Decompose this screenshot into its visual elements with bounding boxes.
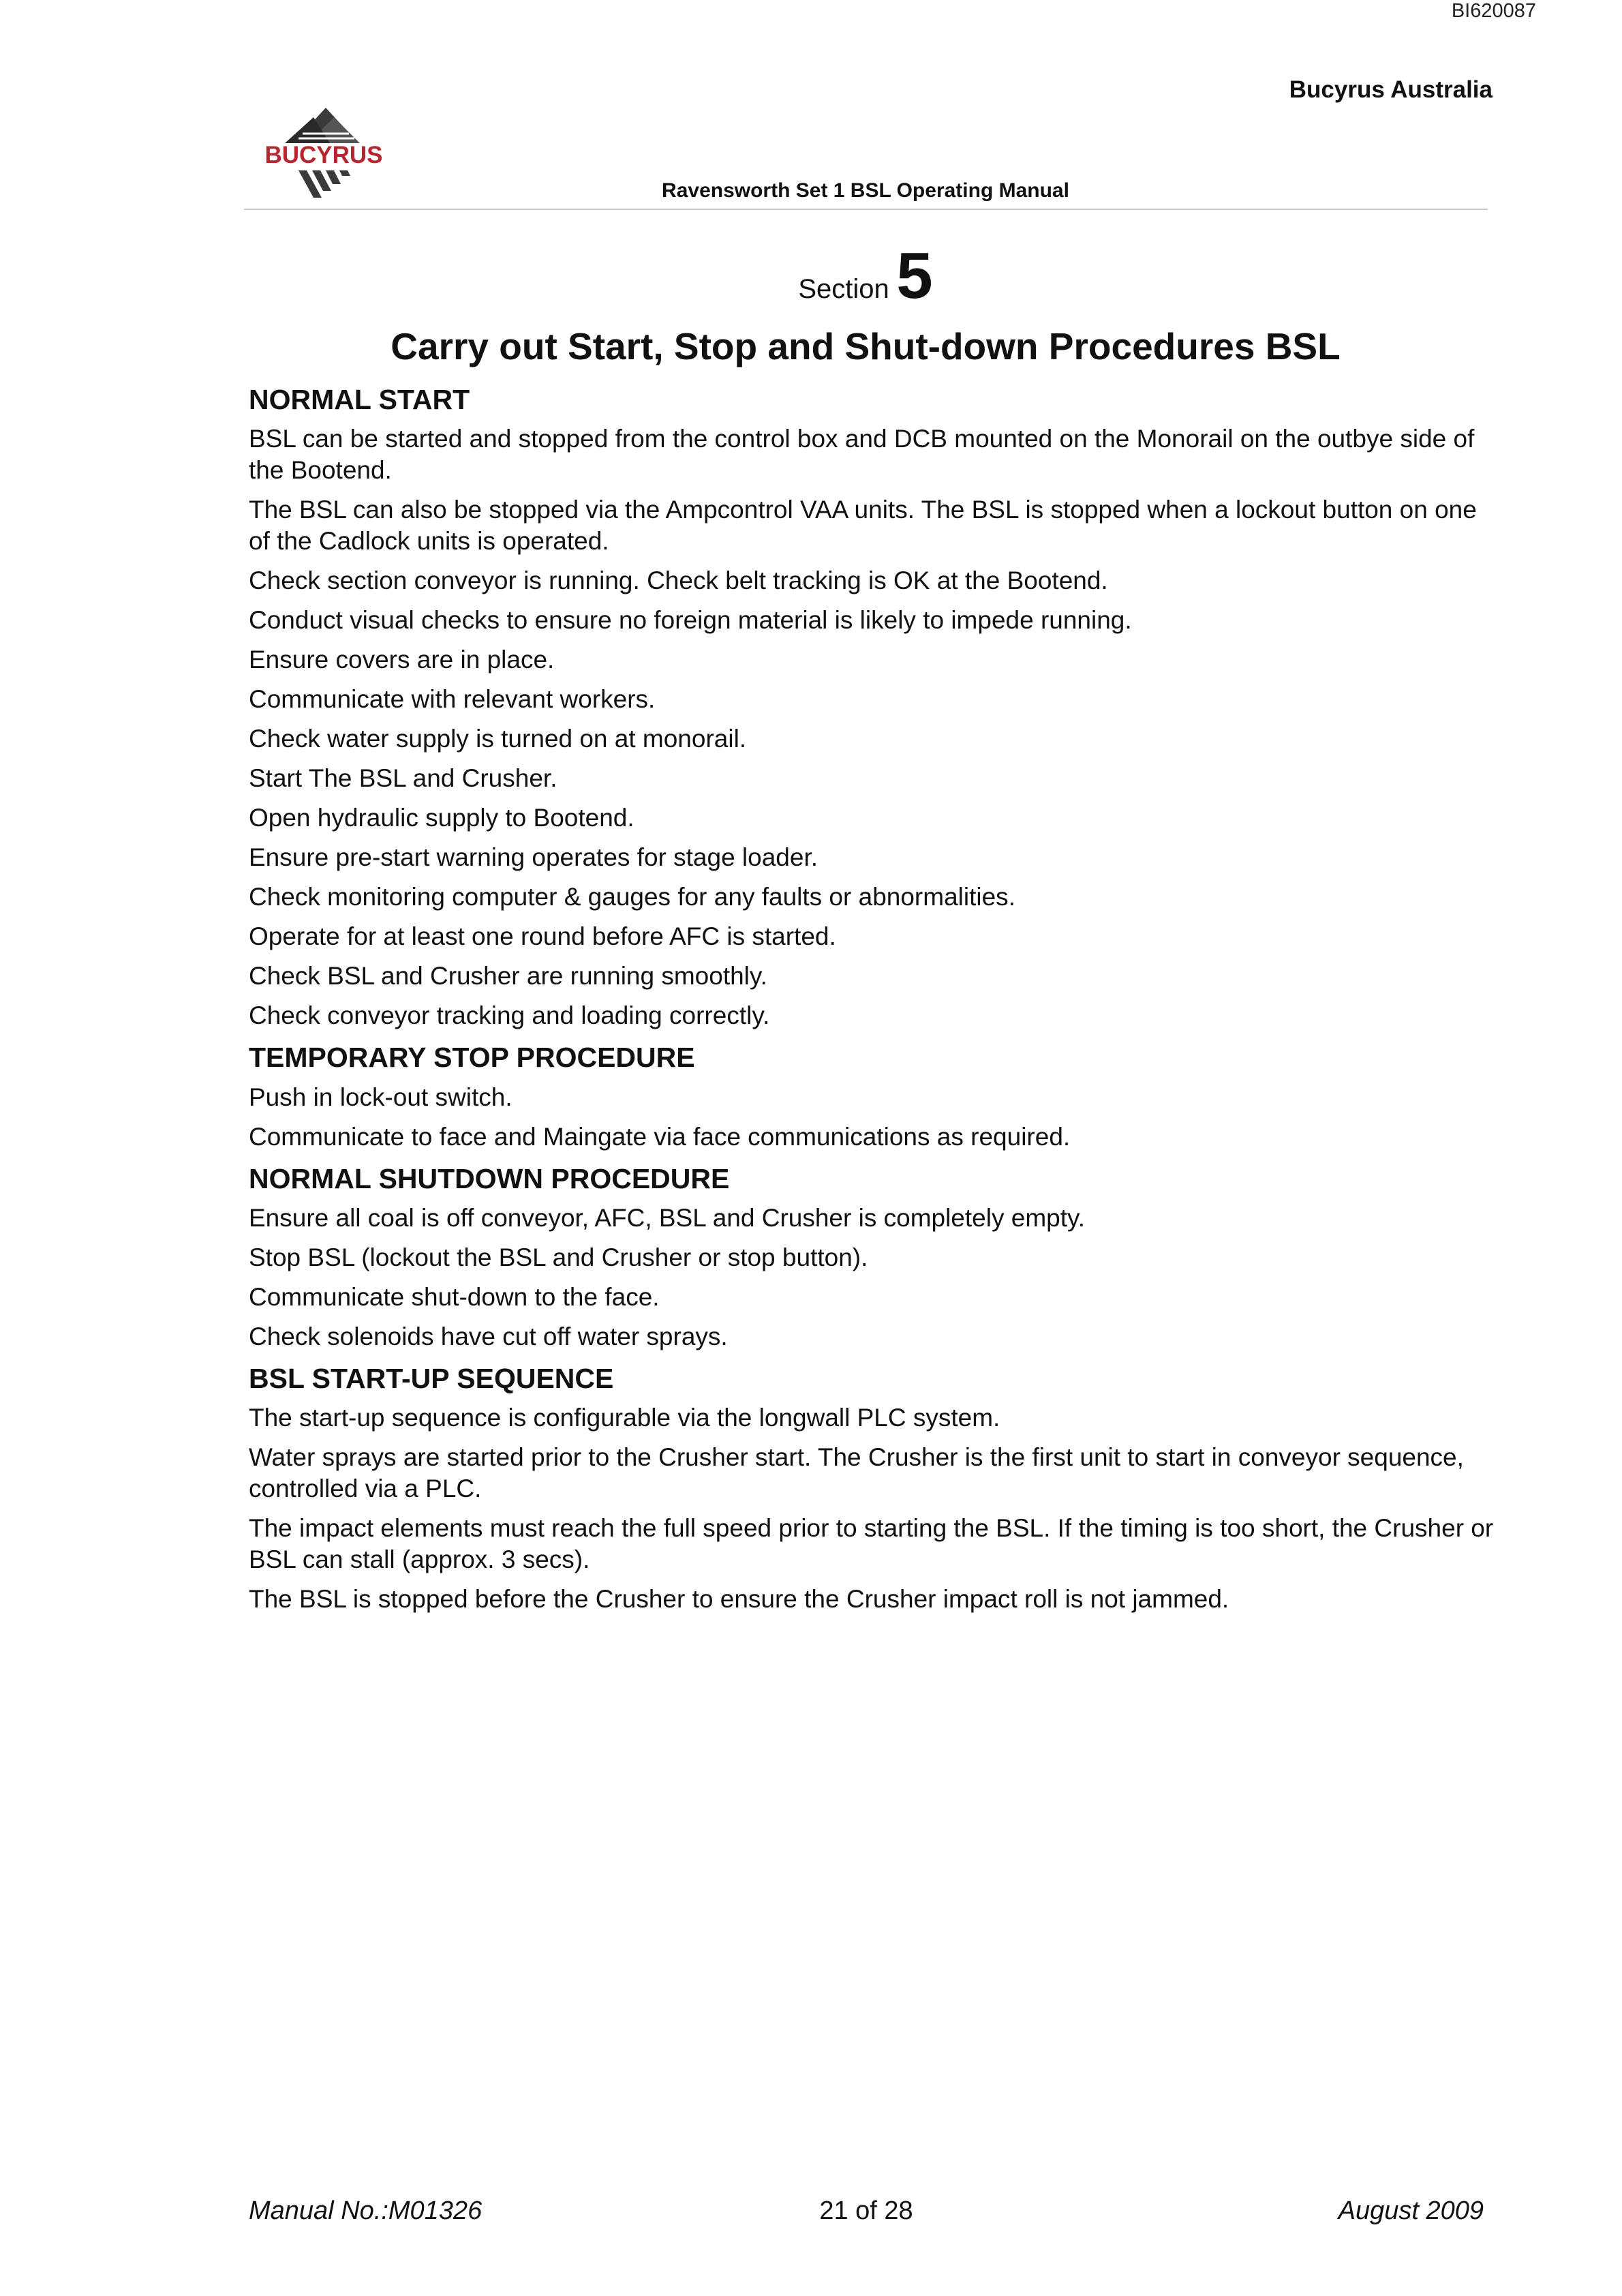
paragraph: Water sprays are started prior to the Crusher start. The Crusher is the first unit to start in conveyor sequence, controlled via a PLC. [249,1443,1464,1503]
paragraph: Stop BSL (lockout the BSL and Crusher or stop button). [249,1243,868,1271]
section-heading: TEMPORARY STOP PROCEDURE [249,1042,695,1074]
paragraph: Ensure pre-start warning operates for stage loader. [249,843,818,872]
paragraph: The BSL can also be stopped via the Ampcontrol VAA units. The BSL is stopped when a lockout button on one of the Cadlock units is operated. [249,496,1477,556]
section-heading: NORMAL SHUTDOWN PROCEDURE [249,1162,730,1194]
paragraph: Conduct visual checks to ensure no foreign material is likely to impede running. [249,606,1132,635]
page-number: 21 of 28 [819,2196,913,2225]
paragraph: The start-up sequence is configurable via the longwall PLC system. [249,1404,1000,1432]
paragraph: Communicate to face and Maingate via face communications as required. [249,1122,1071,1151]
paragraph: Check monitoring computer & gauges for any faults or abnormalities. [249,883,1015,911]
paragraph: Operate for at least one round before AFC is started. [249,922,836,951]
footer-date: August 2009 [1338,2196,1484,2225]
paragraph: Check section conveyor is running. Check belt tracking is OK at the Bootend. [249,567,1108,595]
page-title: Carry out Start, Stop and Shut-down Procedures BSL [391,325,1341,367]
paragraph: Check water supply is turned on at monorail. [249,725,747,753]
section-heading: BSL START-UP SEQUENCE [249,1362,614,1394]
paragraph: Check solenoids have cut off water sprays. [249,1322,728,1350]
section-word: Section [798,274,889,304]
document-id: BI620087 [1451,0,1536,22]
paragraph: Start The BSL and Crusher. [249,764,557,793]
paragraph: Check conveyor tracking and loading correctly. [249,1001,770,1030]
document-body [249,382,1496,1623]
paragraph: Communicate shut-down to the face. [249,1282,660,1311]
company-name: Bucyrus Australia [1289,76,1493,103]
section-label [0,239,1622,314]
paragraph: Push in lock-out switch. [249,1083,512,1111]
svg-text:BUCYRUS: BUCYRUS [264,142,383,168]
paragraph: The impact elements must reach the full speed prior to starting the BSL. If the timing is too short, the Crusher or BSL can stall (approx. 3 secs). [249,1514,1494,1574]
paragraph: Ensure covers are in place. [249,646,555,674]
paragraph: The BSL is stopped before the Crusher to ensure the Crusher impact roll is not jammed. [249,1585,1229,1614]
paragraph: Check BSL and Crusher are running smoothly. [249,962,767,991]
manual-title: Ravensworth Set 1 BSL Operating Manual [662,179,1069,202]
paragraph: BSL can be started and stopped from the control box and DCB mounted on the Monorail on the outbye side of the Bootend. [249,425,1475,485]
section-number: 5 [896,239,933,312]
header-divider [244,209,1488,210]
paragraph: Open hydraulic supply to Bootend. [249,804,634,832]
section-heading: NORMAL START [249,384,470,415]
manual-number: Manual No.:M01326 [249,2196,483,2225]
paragraph: Ensure all coal is off conveyor, AFC, BSL and Crusher is completely empty. [249,1203,1086,1232]
paragraph: Communicate with relevant workers. [249,685,656,714]
